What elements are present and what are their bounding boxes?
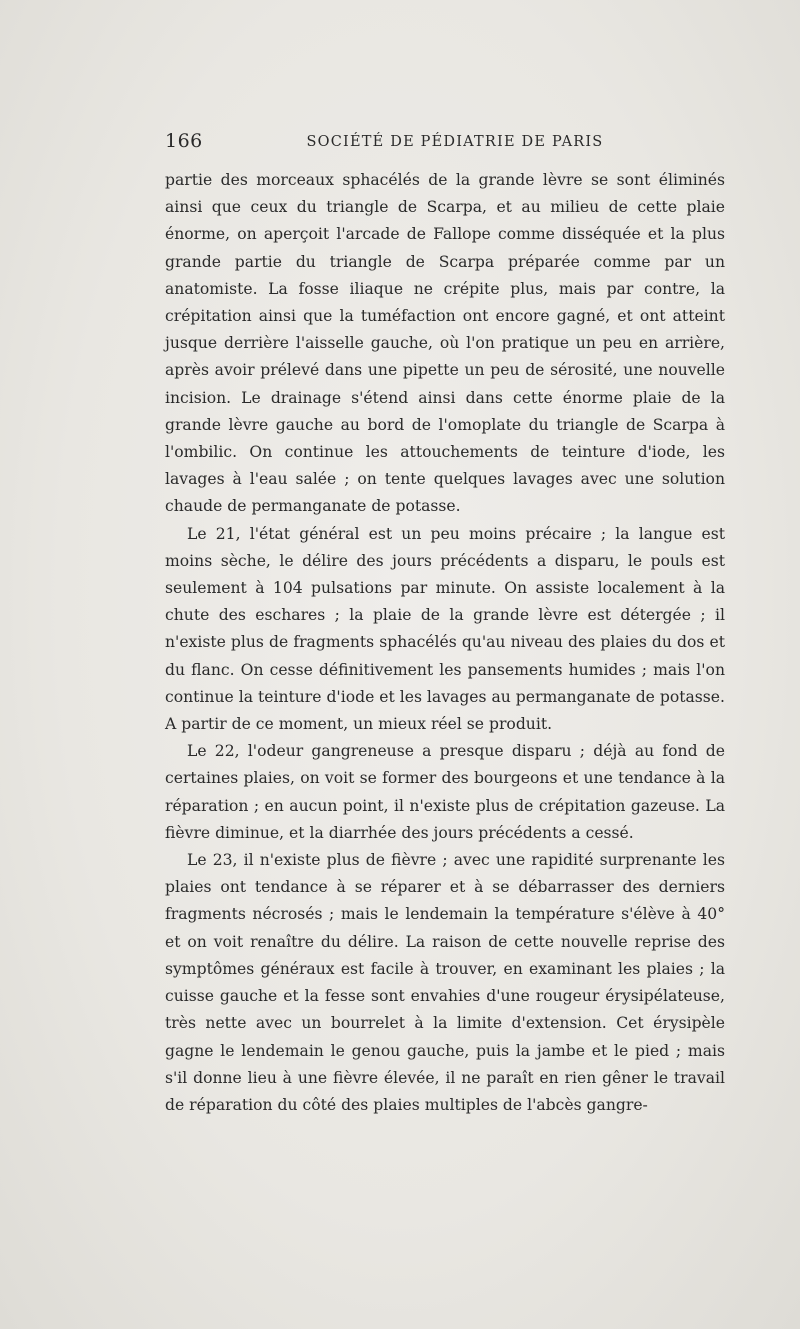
paragraph-continued: partie des morceaux sphacélés de la grande lèvre se sont éliminés ainsi que ceux du triangle de Scarpa, et au milieu de cette plaie énorme, on aperçoit l'arcade de Fallope comme disséquée et la plus grande partie du triangle de Scarpa préparée comme par un anatomiste. La fosse iliaque ne crépite plus, mais par contre, la crépitation ainsi que la tuméfaction ont encore gagné, et ont atteint jusque derrière l'aisselle gauche, où l'on pratique un peu en arrière, après avoir prélevé dans une pipette un peu de sérosité, une nouvelle incision. Le drainage s'étend ainsi dans cette énorme plaie de la grande lèvre gauche au bord de l'omoplate du triangle de Scarpa à l'ombilic. On continue les attouchements de teinture d'iode, les lavages à l'eau salée ; on tente quelques lavages avec une solution chaude de permanganate de potasse. xyxy=(165,171,725,516)
running-title: SOCIÉTÉ DE PÉDIATRIE DE PARIS xyxy=(306,134,604,150)
paragraph-le-23: Le 23, il n'existe plus de fièvre ; avec une rapidité surprenante les plaies ont tendance à se réparer et à se débarrasser des derniers fragments nécrosés ; mais le lendemain la température s'élève à 40° et on voit renaître du délire. La raison de cette nouvelle reprise des symptômes généraux est facile à trouver, en examinant les plaies ; la cuisse gauche et la fesse sont envahies d'une rougeur érysipélateuse, très nette avec un bourrelet à la limite d'extension. Cet érysipèle gagne le lendemain le genou gauche, puis la jambe et le pied ; mais s'il donne lieu à une fièvre élevée, il ne paraît en rien gêner le travail de réparation du côté des plaies multiples de l'abcès gangre- xyxy=(165,851,725,1114)
body-text xyxy=(165,167,725,1119)
running-head xyxy=(165,130,725,158)
paragraph-le-22: Le 22, l'odeur gangreneuse a presque disparu ; déjà au fond de certaines plaies, on voit se former des bourgeons et une tendance à la réparation ; en aucun point, il n'existe plus de crépitation gazeuse. La fièvre diminue, et la diarrhée des jours précédents a cessé. xyxy=(165,742,725,842)
paragraph-le-21: Le 21, l'état général est un peu moins précaire ; la langue est moins sèche, le délire des jours précédents a disparu, le pouls est seulement à 104 pulsations par minute. On assiste localement à la chute des eschares ; la plaie de la grande lèvre est détergée ; il n'existe plus de fragments sphacélés qu'au niveau des plaies du dos et du flanc. On cesse définitivement les pansements humides ; mais l'on continue la teinture d'iode et les lavages au permanganate de potasse. A partir de ce moment, un mieux réel se produit. xyxy=(165,524,725,734)
page-number: 166 xyxy=(165,130,203,152)
